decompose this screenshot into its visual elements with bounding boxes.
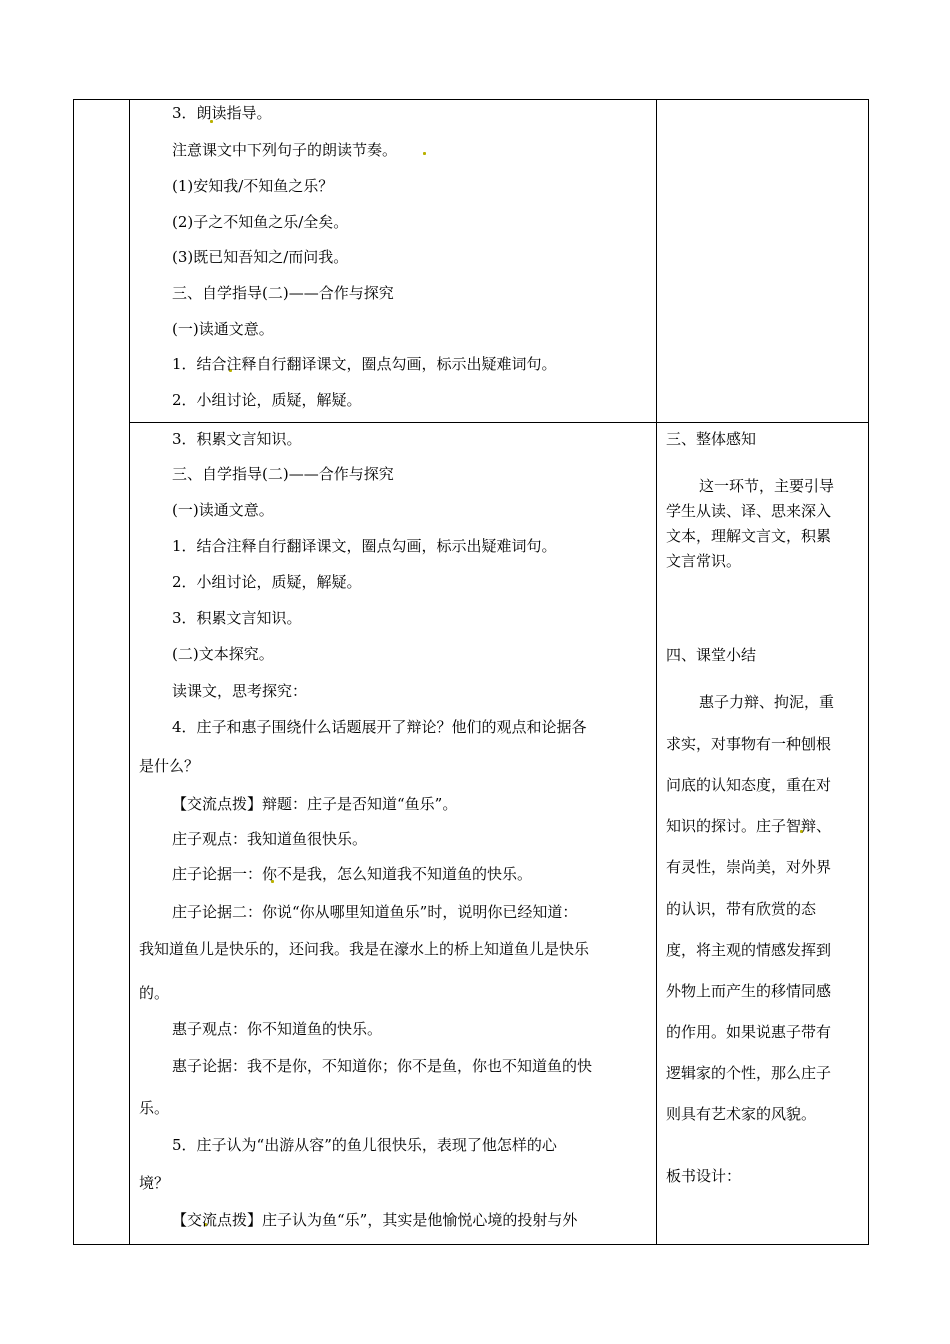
lower-line: 乐。 <box>139 1099 170 1117</box>
lower-line: 庄子观点：我知道鱼很快乐。 <box>172 830 368 848</box>
lower-line: (一)读通文意。 <box>172 501 274 519</box>
note-line: 惠子力辩、拘泥，重 <box>699 693 835 711</box>
lower-line: 1．结合注释自行翻译课文，圈点勾画，标示出疑难词句。 <box>172 537 557 555</box>
lower-line: (二)文本探究。 <box>172 645 274 663</box>
upper-line: 注意课文中下列句子的朗读节奏。 <box>172 141 398 159</box>
lower-line: 是什么？ <box>139 757 200 775</box>
note-line: 文言常识。 <box>666 552 742 570</box>
note-line: 这一环节，主要引导 <box>699 477 835 495</box>
lower-line: 庄子论据一：你不是我，怎么知道我不知道鱼的快乐。 <box>172 865 533 883</box>
section-title: 三、整体感知 <box>666 430 757 448</box>
upper-line: 1．结合注释自行翻译课文，圈点勾画，标示出疑难词句。 <box>172 355 557 373</box>
lower-line: 4．庄子和惠子围绕什么话题展开了辩论？他们的观点和论据各 <box>172 718 587 736</box>
note-line: 问底的认知态度，重在对 <box>666 776 832 794</box>
board-design-label: 板书设计： <box>666 1167 742 1185</box>
lower-line: 【交流点拨】辩题：庄子是否知道“鱼乐”。 <box>172 795 458 813</box>
note-line: 度，将主观的情感发挥到 <box>666 941 832 959</box>
lower-line: 读课文，思考探究： <box>172 682 308 700</box>
lower-line: 境？ <box>139 1174 170 1192</box>
column-divider-1 <box>129 99 130 1245</box>
note-line: 学生从读、译、思来深入 <box>666 502 832 520</box>
table-top-border <box>73 99 869 100</box>
upper-line: 三、自学指导(二)——合作与探究 <box>172 284 394 302</box>
lower-line: 3．积累文言知识。 <box>172 609 302 627</box>
note-line: 逻辑家的个性，那么庄子 <box>666 1064 832 1082</box>
upper-line: 3．朗读指导。 <box>172 104 272 122</box>
note-line: 求实，对事物有一种刨根 <box>666 735 832 753</box>
lower-line: 三、自学指导(二)——合作与探究 <box>172 465 394 483</box>
note-line: 的作用。如果说惠子带有 <box>666 1023 832 1041</box>
upper-line: 2．小组讨论，质疑，解疑。 <box>172 391 362 409</box>
lower-line: 我知道鱼儿是快乐的，还问我。我是在濠水上的桥上知道鱼儿是快乐 <box>139 940 590 958</box>
note-line: 则具有艺术家的风貌。 <box>666 1105 817 1123</box>
table-bottom-border <box>73 1244 869 1245</box>
column-divider-2 <box>656 99 657 1245</box>
note-line: 文本，理解文言文，积累 <box>666 527 832 545</box>
lower-line: 【交流点拨】庄子认为鱼“乐”，其实是他愉悦心境的投射与外 <box>172 1211 578 1229</box>
upper-line: (一)读通文意。 <box>172 320 274 338</box>
note-line: 外物上而产生的移情同感 <box>666 982 832 1000</box>
note-line: 有灵性，崇尚美，对外界 <box>666 858 832 876</box>
row-divider <box>129 422 869 423</box>
lower-line: 2．小组讨论，质疑，解疑。 <box>172 573 362 591</box>
lower-line: 惠子观点：你不知道鱼的快乐。 <box>172 1020 383 1038</box>
upper-line: (2)子之不知鱼之乐/全矣。 <box>172 213 349 231</box>
table-left-border <box>73 99 74 1245</box>
table-right-border <box>868 99 869 1245</box>
note-line: 知识的探讨。庄子智辩、 <box>666 817 832 835</box>
section-title: 四、课堂小结 <box>666 646 757 664</box>
lower-line: 5．庄子认为“出游从容”的鱼儿很快乐，表现了他怎样的心 <box>172 1136 557 1154</box>
lower-line: 的。 <box>139 984 170 1002</box>
upper-line: (3)既已知吾知之/而问我。 <box>172 248 349 266</box>
lower-line: 庄子论据二：你说“你从哪里知道鱼乐”时，说明你已经知道： <box>172 903 578 921</box>
scan-mark <box>423 152 426 155</box>
lower-line: 惠子论据：我不是你，不知道你；你不是鱼，你也不知道鱼的快 <box>172 1057 593 1075</box>
upper-line: (1)安知我/不知鱼之乐？ <box>172 177 334 195</box>
lower-line: 3．积累文言知识。 <box>172 430 302 448</box>
note-line: 的认识，带有欣赏的态 <box>666 900 817 918</box>
